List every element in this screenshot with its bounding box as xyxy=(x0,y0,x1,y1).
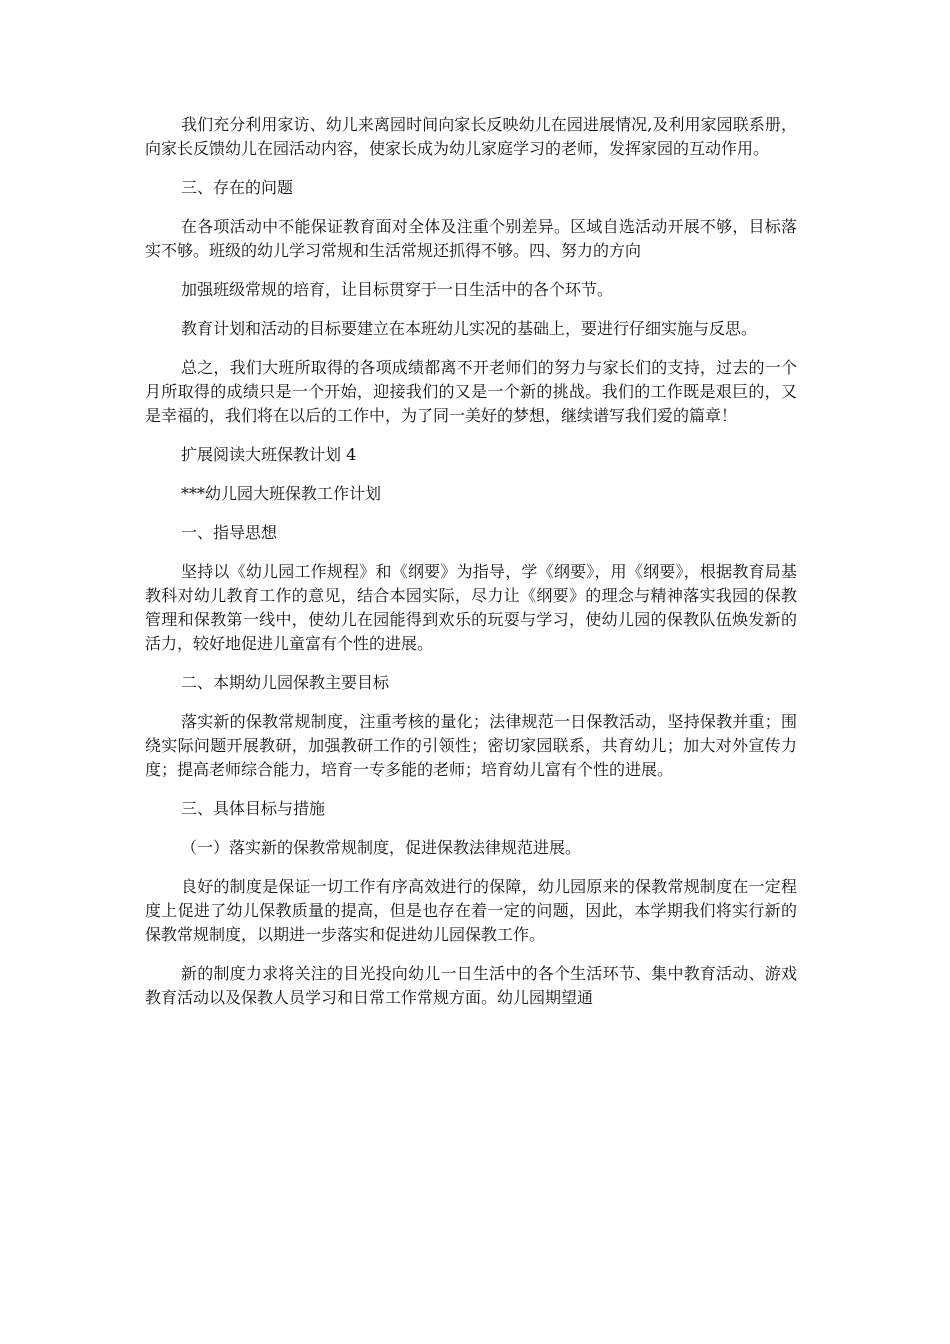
heading-extended-reading: 扩展阅读大班保教计划 4 xyxy=(181,445,357,464)
heading-work-plan-title: ***幼儿园大班保教工作计划 xyxy=(181,484,382,503)
paragraph-education-plan: 教育计划和活动的目标要建立在本班幼儿实况的基础上，要进行仔细实施与反思。 xyxy=(181,319,758,338)
paragraph-new-system: 新的制度力求将关注的目光投向幼儿一日生活中的各个生活环节、集中教育活动、游戏教育活动以及保教人员学习和日常工作常规方面。幼儿园期望通 xyxy=(145,964,797,1007)
paragraph-home-school-contact: 我们充分利用家访、幼儿来离园时间向家长反映幼儿在园进展情况,及利用家园联系册，向家长反馈幼儿在园活动内容，使家长成为幼儿家庭学习的老师，发挥家园的互动作用。 xyxy=(145,115,797,158)
paragraph-guiding-ideology: 坚持以《幼儿园工作规程》和《纲要》为指导，学《纲要》，用《纲要》，根据教育局基教科对幼儿教育工作的意见，结合本园实际，尽力让《纲要》的理念与精神落实我园的保教管理和保教第一线中，使幼儿在园能得到欢乐的玩耍与学习，使幼儿园的保教队伍焕发新的活力，较好地促进儿童富有个性的进展。 xyxy=(145,562,797,653)
paragraph-conclusion: 总之，我们大班所取得的各项成绩都离不开老师们的努力与家长们的支持，过去的一个月所取得的成绩只是一个开始，迎接我们的又是一个新的挑战。我们的工作既是艰巨的，又是幸福的，我们将在以后的工作中，为了同一美好的梦想，继续谱写我们爱的篇章！ xyxy=(145,358,797,425)
heading-subsection-one: （一）落实新的保教常规制度，促进保教法律规范进展。 xyxy=(181,838,582,857)
document-page xyxy=(145,113,797,1025)
paragraph-good-system: 良好的制度是保证一切工作有序高效进行的保障，幼儿园原来的保教常规制度在一定程度上促进了幼儿保教质量的提高，但是也存在着一定的问题，因此，本学期我们将实行新的保教常规制度，以期进一步落实和促进幼儿园保教工作。 xyxy=(145,877,797,944)
paragraph-class-routine: 加强班级常规的培育，让目标贯穿于一日生活中的各个环节。 xyxy=(181,280,614,299)
heading-specific-measures: 三、具体目标与措施 xyxy=(181,799,326,818)
heading-main-goals: 二、本期幼儿园保教主要目标 xyxy=(181,673,390,692)
heading-existing-problems: 三、存在的问题 xyxy=(181,178,294,197)
heading-guiding-ideology: 一、指导思想 xyxy=(181,523,278,542)
paragraph-problems: 在各项活动中不能保证教育面对全体及注重个别差异。区域自选活动开展不够，目标落实不够。班级的幼儿学习常规和生活常规还抓得不够。四、努力的方向 xyxy=(145,217,797,260)
paragraph-main-goals: 落实新的保教常规制度，注重考核的量化；法律规范一日保教活动，坚持保教并重；围绕实际问题开展教研，加强教研工作的引领性；密切家园联系，共育幼儿；加大对外宣传力度；提高老师综合能力，培育一专多能的老师；培育幼儿富有个性的进展。 xyxy=(145,712,797,779)
